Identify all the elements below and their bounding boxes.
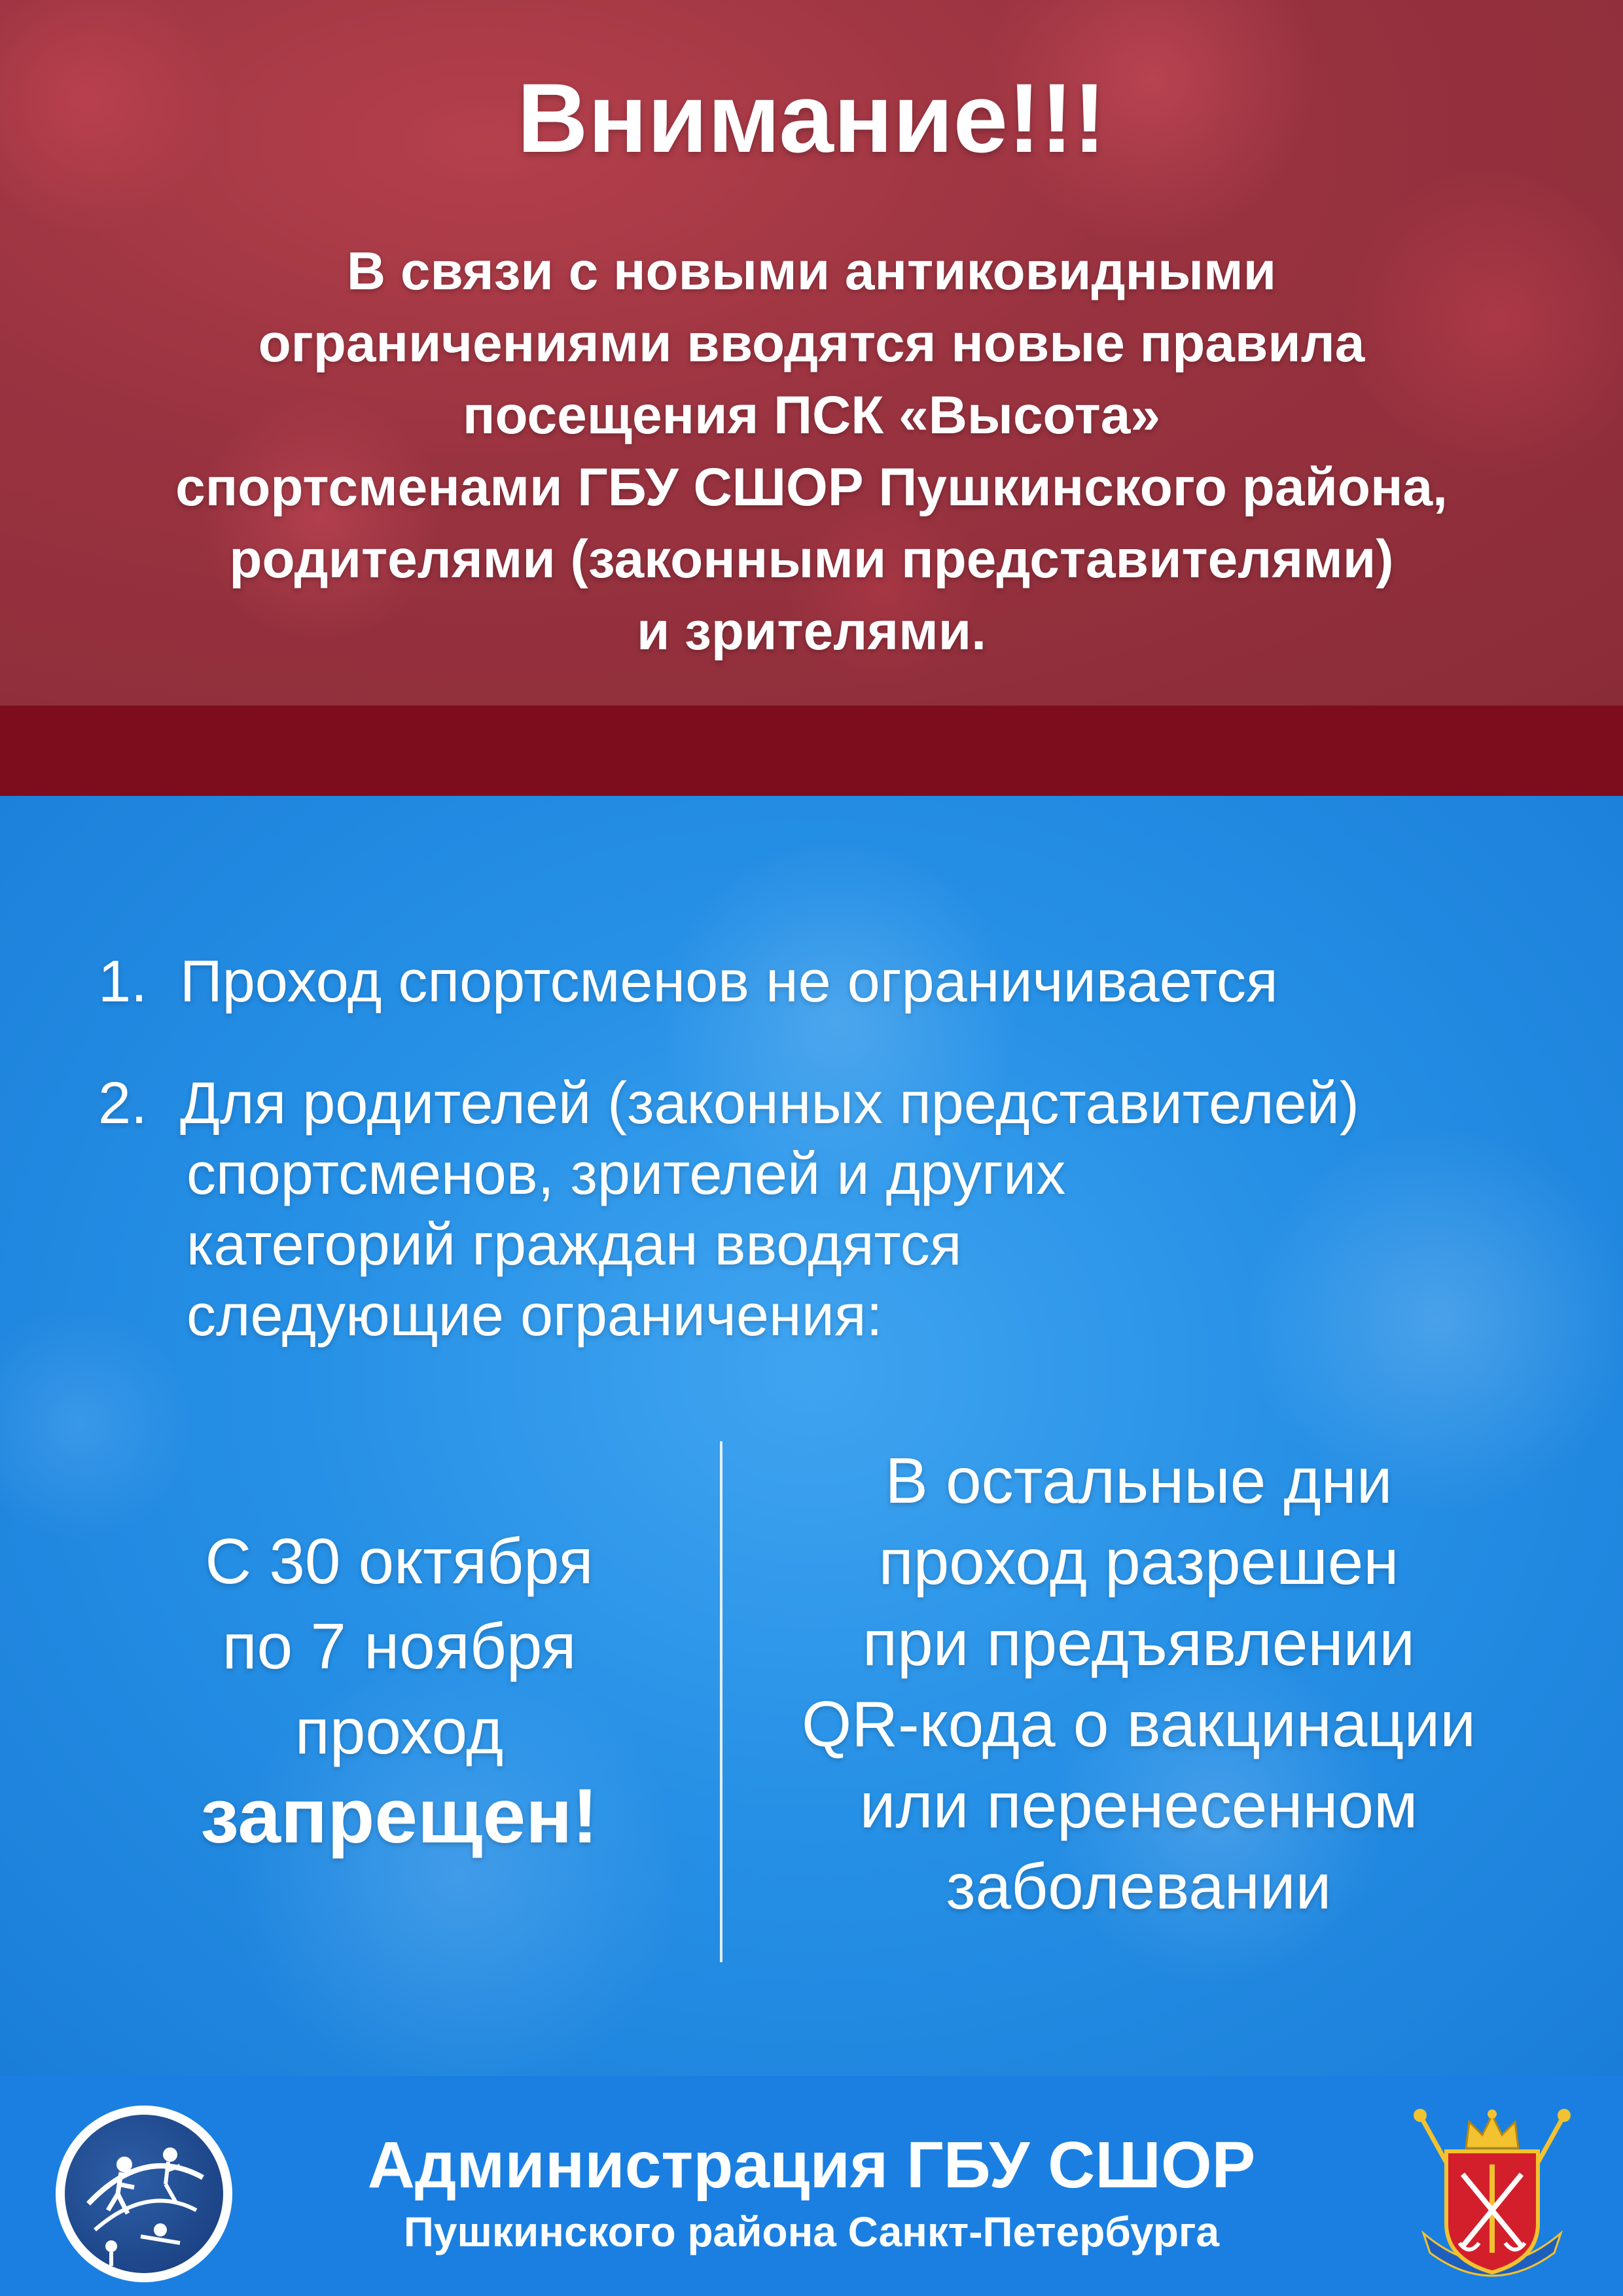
- column-divider: [720, 1441, 722, 1962]
- restriction-other-days: [740, 1440, 1538, 1927]
- rule-item-1: [98, 946, 1278, 1017]
- rule-text-line: категорий граждан вводятся: [187, 1212, 962, 1278]
- rule-text-line: Для родителей (законных представителей): [180, 1071, 1359, 1136]
- intro-line: спортсменами ГБУ СШОР Пушкинского района,: [175, 457, 1448, 517]
- footer: [0, 2076, 1623, 2296]
- intro-line: ограничениями вводятся новые правила: [258, 314, 1365, 373]
- restriction-line: проход: [294, 1695, 504, 1767]
- intro-line: В связи с новыми антиковидными: [346, 242, 1277, 301]
- restriction-line: QR-кода о вакцинации: [801, 1688, 1476, 1760]
- rule-item-2: [98, 1068, 1359, 1351]
- intro-line: и зрителями.: [636, 601, 986, 661]
- rule-text-line: спортсменов, зрителей и других: [187, 1141, 1066, 1207]
- page-title: Внимание!!!: [517, 63, 1106, 173]
- intro-text: [0, 236, 1623, 668]
- pushkin-district-coat-of-arms-icon: [1407, 2102, 1577, 2289]
- organization-subtitle: Пушкинского района Санкт-Петербурга: [403, 2208, 1220, 2255]
- restriction-line: при предъявлении: [863, 1607, 1415, 1679]
- restriction-line: В остальные дни: [885, 1444, 1393, 1516]
- rule-number: 1.: [98, 949, 148, 1014]
- restriction-line: заболевании: [946, 1850, 1332, 1922]
- rule-number: 2.: [98, 1071, 148, 1136]
- rules-section: [0, 796, 1623, 2076]
- intro-line: родителями (законными представителями): [229, 529, 1394, 589]
- restriction-line: проход разрешен: [878, 1526, 1399, 1598]
- rule-text-line: следующие ограничения:: [187, 1283, 883, 1348]
- organization-name: Администрация ГБУ СШОР: [367, 2128, 1256, 2202]
- restriction-line: по 7 ноября: [222, 1610, 577, 1682]
- rule-text: Проход спортсменов не ограничивается: [180, 949, 1278, 1014]
- intro-line: посещения ПСК «Высота»: [463, 386, 1160, 445]
- divider-stripe: [0, 706, 1623, 796]
- restriction-emphasis: запрещен!: [200, 1773, 598, 1859]
- header-section: [0, 0, 1623, 706]
- restriction-line: или перенесенном: [859, 1769, 1418, 1841]
- restriction-period: [98, 1518, 700, 1859]
- restriction-line: С 30 октября: [205, 1525, 594, 1597]
